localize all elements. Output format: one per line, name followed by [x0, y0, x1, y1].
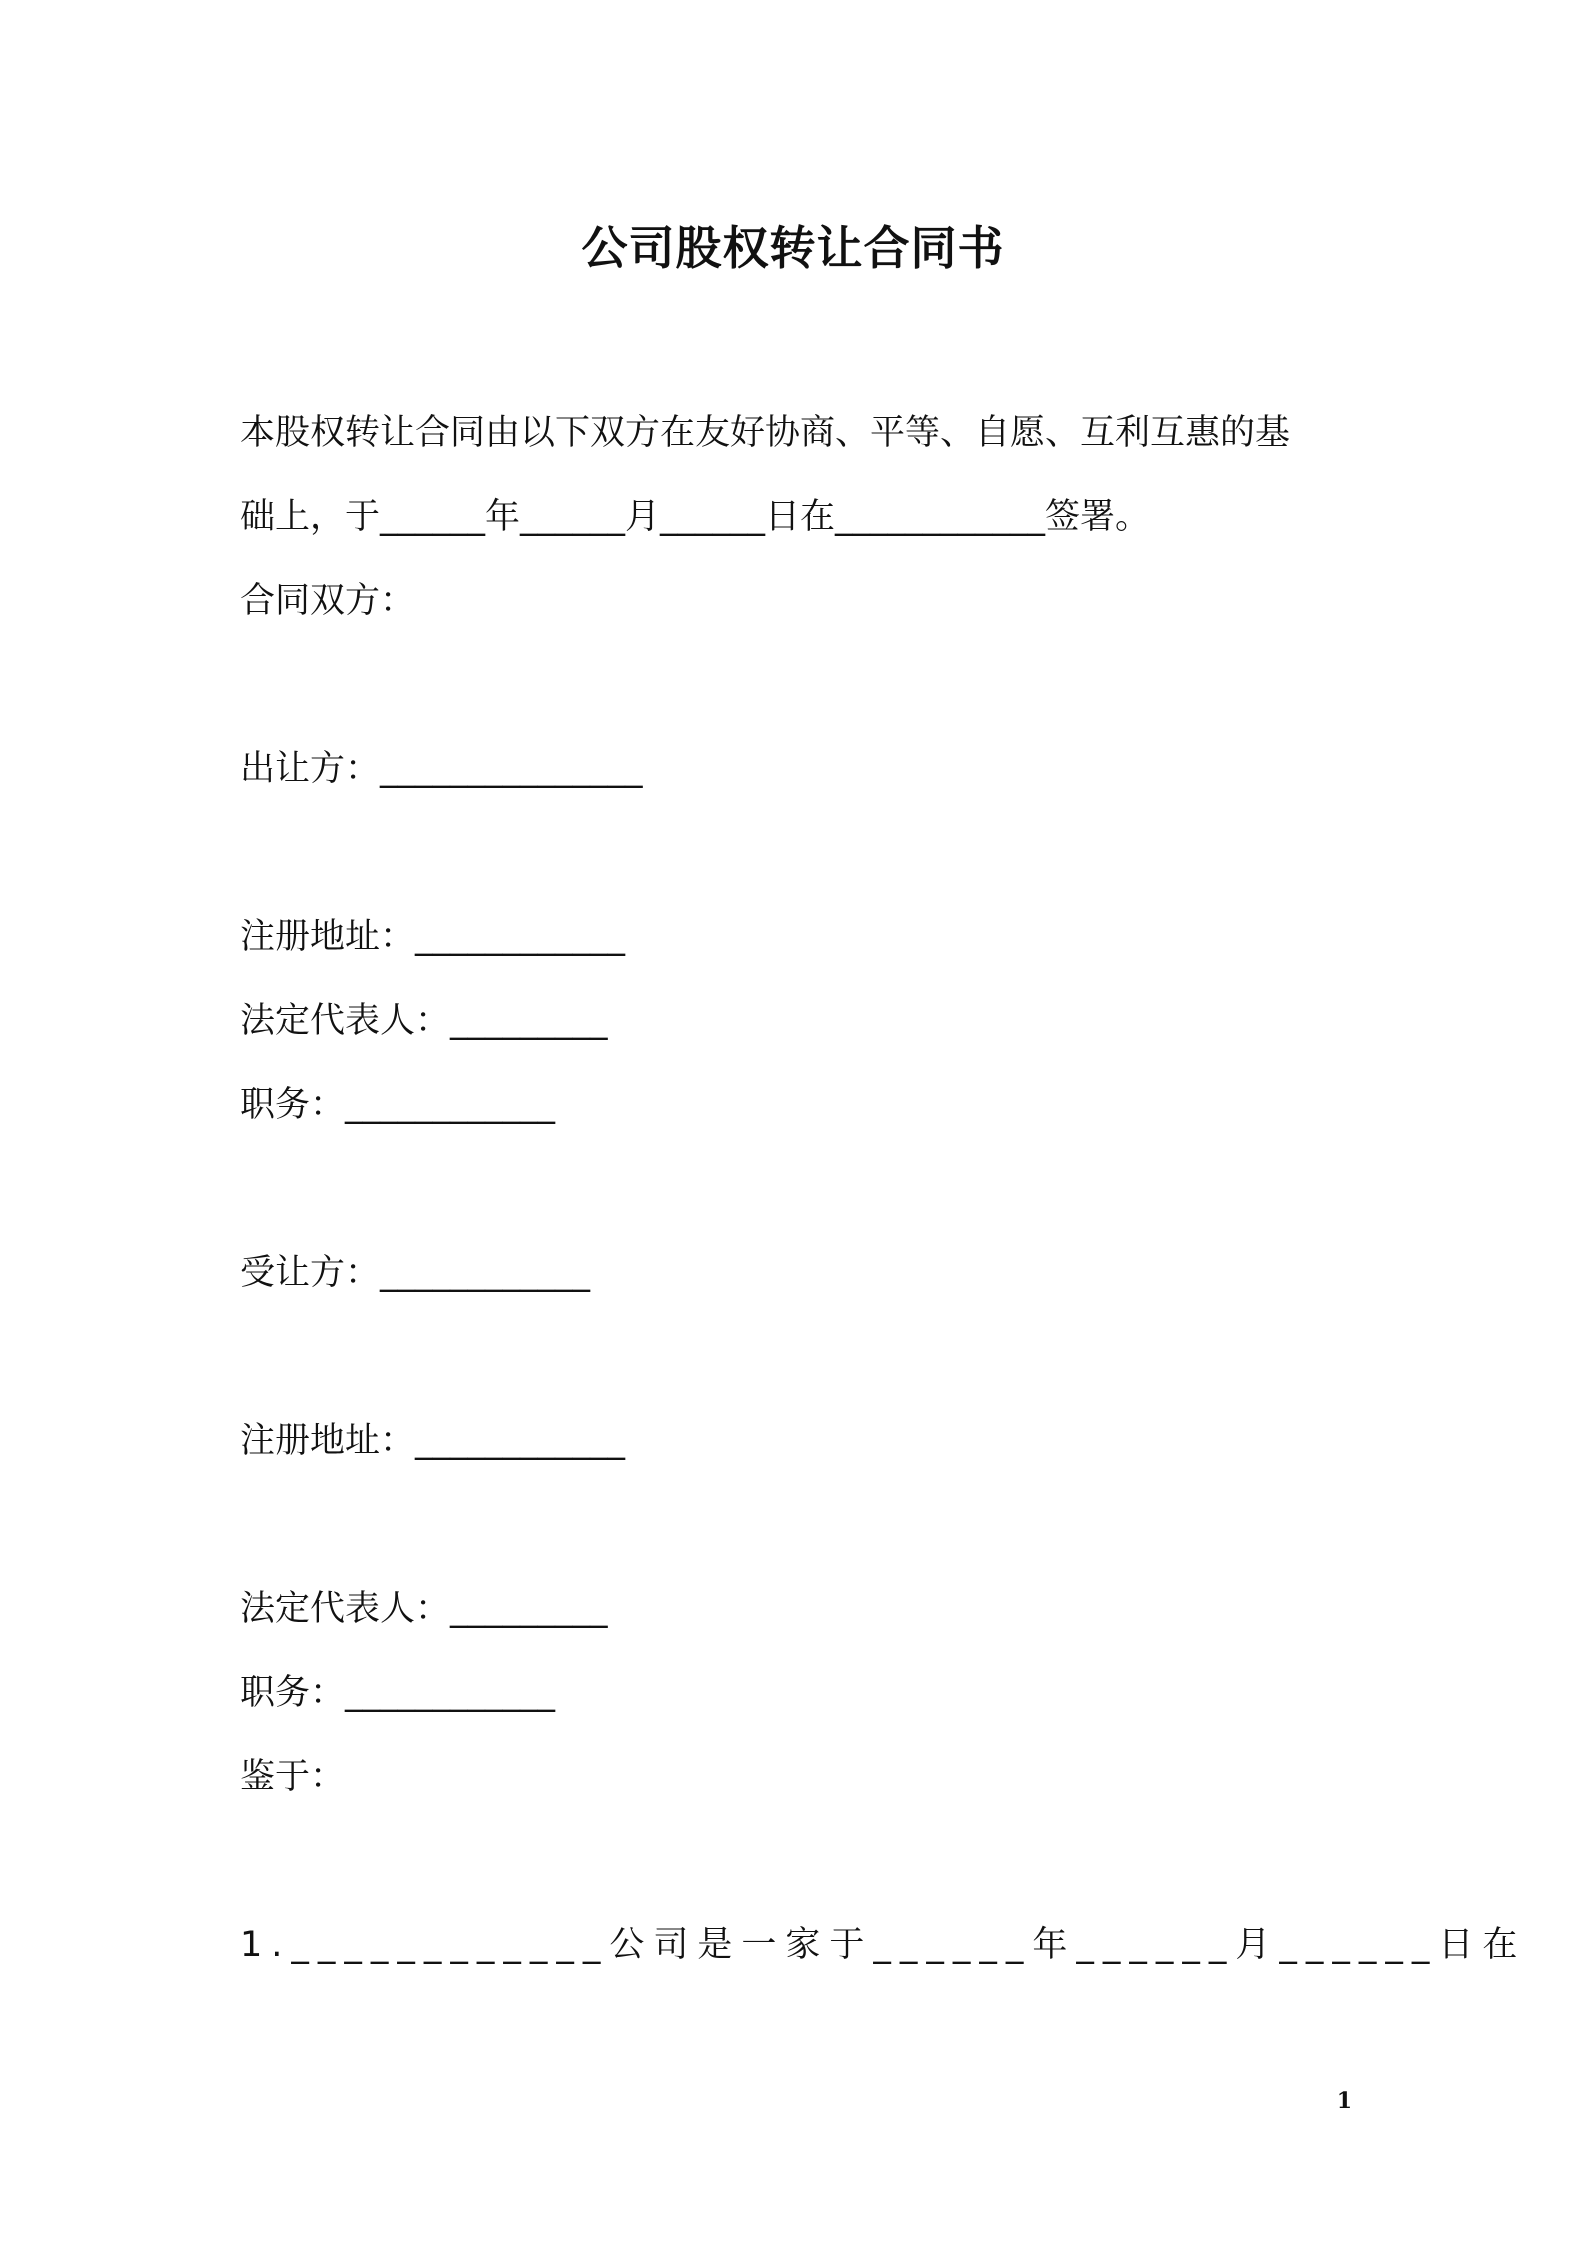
intro-paragraph-line-2: 础上，于______年______月______日在____________签署。 — [240, 497, 1151, 537]
intro-paragraph-line-1: 本股权转让合同由以下双方在友好协商、平等、自愿、互利互惠的基 — [240, 413, 1291, 453]
transferee-address-field: 注册地址：____________ — [240, 1421, 626, 1461]
whereas-heading: 鉴于： — [240, 1757, 346, 1797]
transferee-position-field: 职务：____________ — [240, 1673, 556, 1713]
transferor-legal-rep-field: 法定代表人：_________ — [240, 1001, 608, 1041]
document-title: 公司股权转让合同书 — [581, 221, 1005, 275]
page-number: 1 — [1336, 2088, 1352, 2114]
transferor-address-field: 注册地址：____________ — [240, 917, 626, 957]
parties-heading: 合同双方： — [240, 581, 416, 621]
transferee-field: 受让方：____________ — [240, 1253, 591, 1293]
recital-item-1: 1.____________公司是一家于______年______月______日在 — [240, 1925, 1527, 1965]
transferee-legal-rep-field: 法定代表人：_________ — [240, 1589, 608, 1629]
transferor-position-field: 职务：____________ — [240, 1085, 556, 1125]
transferor-field: 出让方：_______________ — [240, 749, 643, 789]
